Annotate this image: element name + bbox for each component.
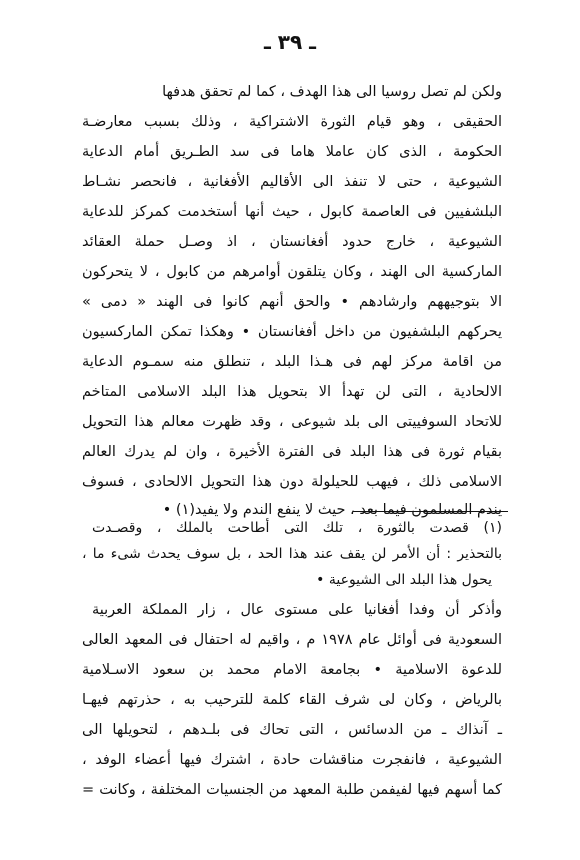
text-line: يندم المسلمون فيما بعد ، حيث لا ينفع الندم ولا يفيد(١) • xyxy=(162,502,502,518)
text-line: للاتحاد السوفييتى الى بلد شيوعى ، وقد ظهرت معالم هذا التحويل xyxy=(82,414,502,430)
text-line: الاسلامى ذلك ، فيهب للحيلولة دون هذا التحويل الالحادى ، فسوف xyxy=(82,474,502,490)
text-line: الالحادية ، التى لن تهدأ الا بتحويل هذا البلد الاسلامى المتاخم xyxy=(82,384,502,400)
text-line: يحركهم البلشفيون من داخل أفغانستان • وهكذا تمكن الماركسيون xyxy=(82,324,502,340)
text-line: الا بتوجيههم وارشادهم • والحق أنهم كانوا فى الهند « دمى » xyxy=(82,294,502,310)
text-line: الحقيقى ، وهو قيام الثورة الاشتراكية ، وذلك بسبب معارضـة xyxy=(82,114,502,130)
text-line: الشيوعية ، فانفجرت مناقشات حادة ، اشترك فيها أعضاء الوفد ، xyxy=(82,752,502,768)
text-line: للدعوة الاسلامية • بجامعة الامام محمد بن سعود الاسـلامية xyxy=(82,662,502,678)
text-line: الحكومة ، الذى كان عاملا هاما فى سد الطـريق أمام الدعاية xyxy=(82,144,502,160)
text-line: ـ آنذاك ـ من الدسائس ، التى تحاك فى بلـدهم ، لتحويلها الى xyxy=(82,722,502,738)
text-line: الشيوعية ، حتى لا تنفذ الى الأقاليم الأفغانية ، فانحصر نشـاط xyxy=(82,174,502,190)
footnote-line: (١) قصدت بالثورة ، تلك التى أطاحت بالملك ، وقصـدت xyxy=(92,520,502,536)
footnote-line: بالتحذير : أن الأمر لن يقف عند هذا الحد ، بل سوف يحدث شىء ما ، xyxy=(82,546,502,562)
text-line: ولكن لم تصل روسيا الى هذا الهدف ، كما لم تحقق هدفها xyxy=(162,84,502,100)
page-number: ـ ٣٩ ـ xyxy=(263,30,317,54)
text-line: وأذكر أن وفدا أفغانيا على مستوى عال ، زار المملكة العربية xyxy=(92,602,502,618)
text-line: بالرياض ، وكان لى شرف القاء كلمة للترحيب به ، حذرتهم فيهـا xyxy=(82,692,502,708)
text-line: بقيام ثورة فى هذا البلد فى الفترة الأخيرة ، وان لم يدرك العالم xyxy=(82,444,502,460)
footnote-separator xyxy=(353,511,508,512)
text-line: الماركسية الى الهند ، وكان يتلقون أوامرهم من كابول ، لا يتحركون xyxy=(82,264,502,280)
text-line: من اقامة مركز لهم فى هـذا البلد ، تنطلق منه سمـوم الدعاية xyxy=(82,354,502,370)
text-line: كما أسهم فيها لفيفمن طلبة المعهد من الجنسيات المختلفة ، وكانت = xyxy=(82,782,502,798)
text-line: البلشفيين فى العاصمة كابول ، حيث أنها أستخدمت كمركز للدعاية xyxy=(82,204,502,220)
text-line: السعودية فى أوائل عام ١٩٧٨ م ، واقيم له احتفال فى المعهد العالى xyxy=(82,632,502,648)
footnote-line: يحول هذا البلد الى الشيوعية • xyxy=(316,572,492,588)
text-line: الشيوعية ، خارج حدود أفغانستان ، اذ وصـل حملة العقائد xyxy=(82,234,502,250)
